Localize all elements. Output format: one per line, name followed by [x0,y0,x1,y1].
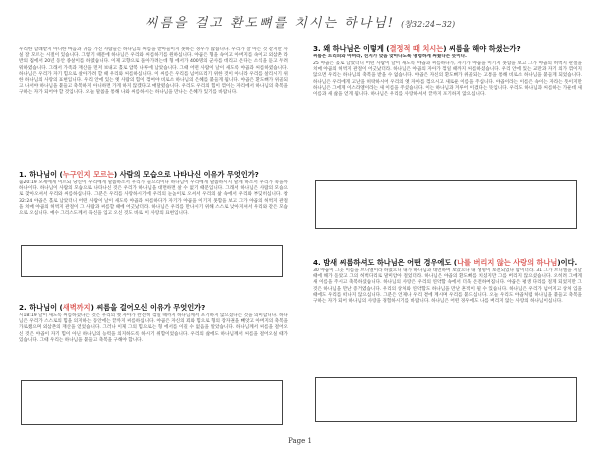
question-3-blank: 결정적 때 치시는 [389,44,444,53]
question-2-text: 시18:19 날이 새도록 씨름하셨다는 것은 우리의 옛 자아가 완전히 꺾일 때까지 하나님께서 포기하지 않으셨다는 것을 의미합니다. 하나님은 우리가 스스로의 힘을 의지하는 동안에는 끝까지 씨름하십니다. 야곱은 자신의 꾀와 힘으로 형의 장자권을 빼앗고 아버지의 축복을 가로챘으며 외삼촌의 재산을 얻었습니다. 그러나 이제 그의 힘으로는 형 에서를 이길 수 없음을 알았습니다. 하나님께서 씨름을 걸어오신 것은 야곱이 자기 힘이 아닌 하나님의 능력을 의지하도록 하시기 위함이었습니다. 우리의 삶에도 하나님께서 씨름을 걸어오실 때가 있습니다. 그때 우리는 하나님을 붙들고 축복을 구해야 합니다. [19,313,288,343]
answer-box-4[interactable] [315,377,577,422]
question-2-blank: 새벽까지 [62,303,91,312]
answer-box-1[interactable] [21,245,283,277]
page-number: Page 1 [288,437,312,445]
intro-section [19,46,288,166]
intro-text: 우리한 할례받지 아니한 마음과 귀를 가진 사람들은 하나님의 씨름을 받아들이지 못하는 경우가 많습니다. 우리가 잘 아는 것 같지만 사실 잘 모르는 시절이 있습니다. 그렇기 때문에 하나님은 우리와 씨름하기를 원하십니다. 야곱은 형을 속이고 아버지를 속이고 외삼촌 라반의 집에서 20년 동안 종살이를 하였습니다. 이제 고향으로 돌아가려는데 형 에서가 400명의 군사를 데리고 온다는 소식을 듣고 두려워하였습니다. 그래서 가족과 재산을 먼저 보내고 홀로 얍복 나루에 남았습니다. 그때 어떤 사람이 날이 새도록 야곱과 씨름하였습니다. 하나님은 우리가 자기 힘으로 살아가려 할 때 우리와 씨름하십니다. 이 씨름은 우리를 넘어뜨리기 위한 것이 아니라 우리를 살리시기 위한 하나님의 사랑의 표현입니다. 우리 안에 있는 옛 사람의 힘이 꺾여야 비로소 하나님의 은혜를 붙들게 됩니다. 야곱은 환도뼈가 위골되고 나서야 하나님을 붙들고 축복하지 아니하면 가게 하지 않겠다고 매달렸습니다. 우리도 우리의 힘이 꺾이는 자리에서 하나님의 축복을 구하는 자가 되어야 할 것입니다. 오늘 말씀을 통해 나와 씨름하시는 하나님을 만나는 은혜가 있기를 바랍니다. [19,47,288,96]
question-3-heading: 3. 왜 하나님은 이렇게 (결정적 때 치시는) 씨름을 해야 하셨는가? [313,44,521,53]
question-4-blank: 나를 버리지 않는 사랑의 하나님 [457,258,558,267]
question-2 [19,303,288,381]
title-reference: (창32:24~32) [401,20,456,29]
question-4 [313,258,582,376]
answer-box-2[interactable] [21,380,283,425]
question-1 [19,170,288,248]
title-text: 씨름을 걸고 환도뼈를 치시는 하나님! [144,16,396,31]
question-4-heading: 4. 밤새 씨름하셔도 하나님은 어떤 경우에도 (나를 버리지 않는 사랑의 하나님)이다. [313,258,578,267]
question-1-blank: 누구인지 모르는 [62,170,114,179]
question-2-heading: 2. 하나님이 (새벽까지) 씨름을 걸어오신 이유가 무엇인가? [19,303,206,312]
answer-box-3[interactable] [315,180,577,229]
question-3 [313,44,582,169]
question-1-text: 출20:19 모세에게 이르되 당신이 우리에게 말씀하소서 우리가 들으리이다 하나님이 우리에게 말씀하시지 말게 하소서 우리가 죽을까 하나이다. 하나님이 사람의 모습으로 나타나신 것은 우리가 하나님을 대면하면 살 수 없기 때문입니다. 그래서 하나님은 사람의 모습으로 찾아오셔서 우리와 씨름하십니다. 그분은 우리를 사랑하시기에 우리의 눈높이로 오셔서 우리의 삶 속에서 우리와 부딪히십니다. 창32:24 야곱은 홀로 남았더니 어떤 사람이 날이 새도록 야곱과 씨름하다가 자기가 야곱을 이기지 못함을 보고 그가 야곱의 허벅지 관절을 치매 야곱의 허벅지 관절이 그 사람과 씨름할 때에 어긋났더라. 하나님은 우리를 만나시기 위해 스스로 낮아지셔서 우리와 같은 모습으로 오십니다. 예수 그리스도께서 육신을 입고 오신 것도 바로 이 사랑의 표현입니다. [19,180,288,217]
question-1-heading: 1. 하나님이 (누구인지 모르는) 사람의 모습으로 나타나신 이유가 무엇인가? [19,170,259,179]
question-4-text: 30 야곱이 그곳 이름을 브니엘이라 하였으니 내가 하나님과 대면하여 보았으나 내 생명이 보전되었다 함이더라. 31 그가 브니엘을 지날 때에 해가 돋았고 그의 허벅다리로 말미암아 절었더라. 하나님은 야곱의 환도뼈를 치셨지만 그를 버리지 않으셨습니다. 오히려 그에게 새 이름을 주시고 축복하셨습니다. 하나님의 사랑은 우리의 연약함 속에서 더욱 온전하여집니다. 야곱은 평생 다리를 절게 되었지만 그것은 하나님을 만난 증거였습니다. 우리의 상처와 연약함도 하나님을 만난 흔적이 될 수 있습니다. 하나님은 우리가 넘어지고 상처 입을 때에도 우리를 떠나지 않으십니다. 그분은 언제나 우리 곁에 계시며 우리를 붙드십니다. 오늘 우리도 야곱처럼 하나님을 붙들고 축복을 구하는 자가 되어 하나님의 사랑을 경험하시기를 바랍니다. 하나님은 어떤 경우에도 나를 버리지 않는 사랑의 하나님이십니다. [313,268,582,305]
question-3-text: 25 야곱은 홀로 남았더니 어떤 사람이 날이 새도록 야곱과 씨름하다가, 자기가 야곱을 이기지 못함을 보고 그가 야곱의 허벅지 관절을 치매 야곱의 허벅지 관절이 어긋났더라. 하나님은 야곱의 자아가 꺾일 때까지 씨름하셨습니다. 우리 안에 있는 교만과 자기 의가 꺾이지 않으면 우리는 하나님의 축복을 받을 수 없습니다. 야곱은 자신의 환도뼈가 위골되는 고통을 통해 비로소 하나님을 붙들게 되었습니다. 하나님은 우리에게 고난을 허락하시어 우리의 옛 자아를 꺾으시고 새로운 이름을 주십니다. 야곱이라는 이름은 속이는 자라는 뜻이지만 하나님은 그에게 이스라엘이라는 새 이름을 주셨습니다. 이는 하나님과 겨루어 이겼다는 뜻입니다. 우리도 하나님과 씨름하는 가운데 새 이름과 새 삶을 얻게 됩니다. 하나님은 우리를 사랑하셔서 끝까지 포기하지 않으십니다. [313,61,582,98]
question-3-highlight: 씨름은 트리피와 아버라, 친지가 맞음 맞아나도록 명령하게 싸웠다는 뜻이다. [313,54,467,59]
page-title [0,12,600,31]
